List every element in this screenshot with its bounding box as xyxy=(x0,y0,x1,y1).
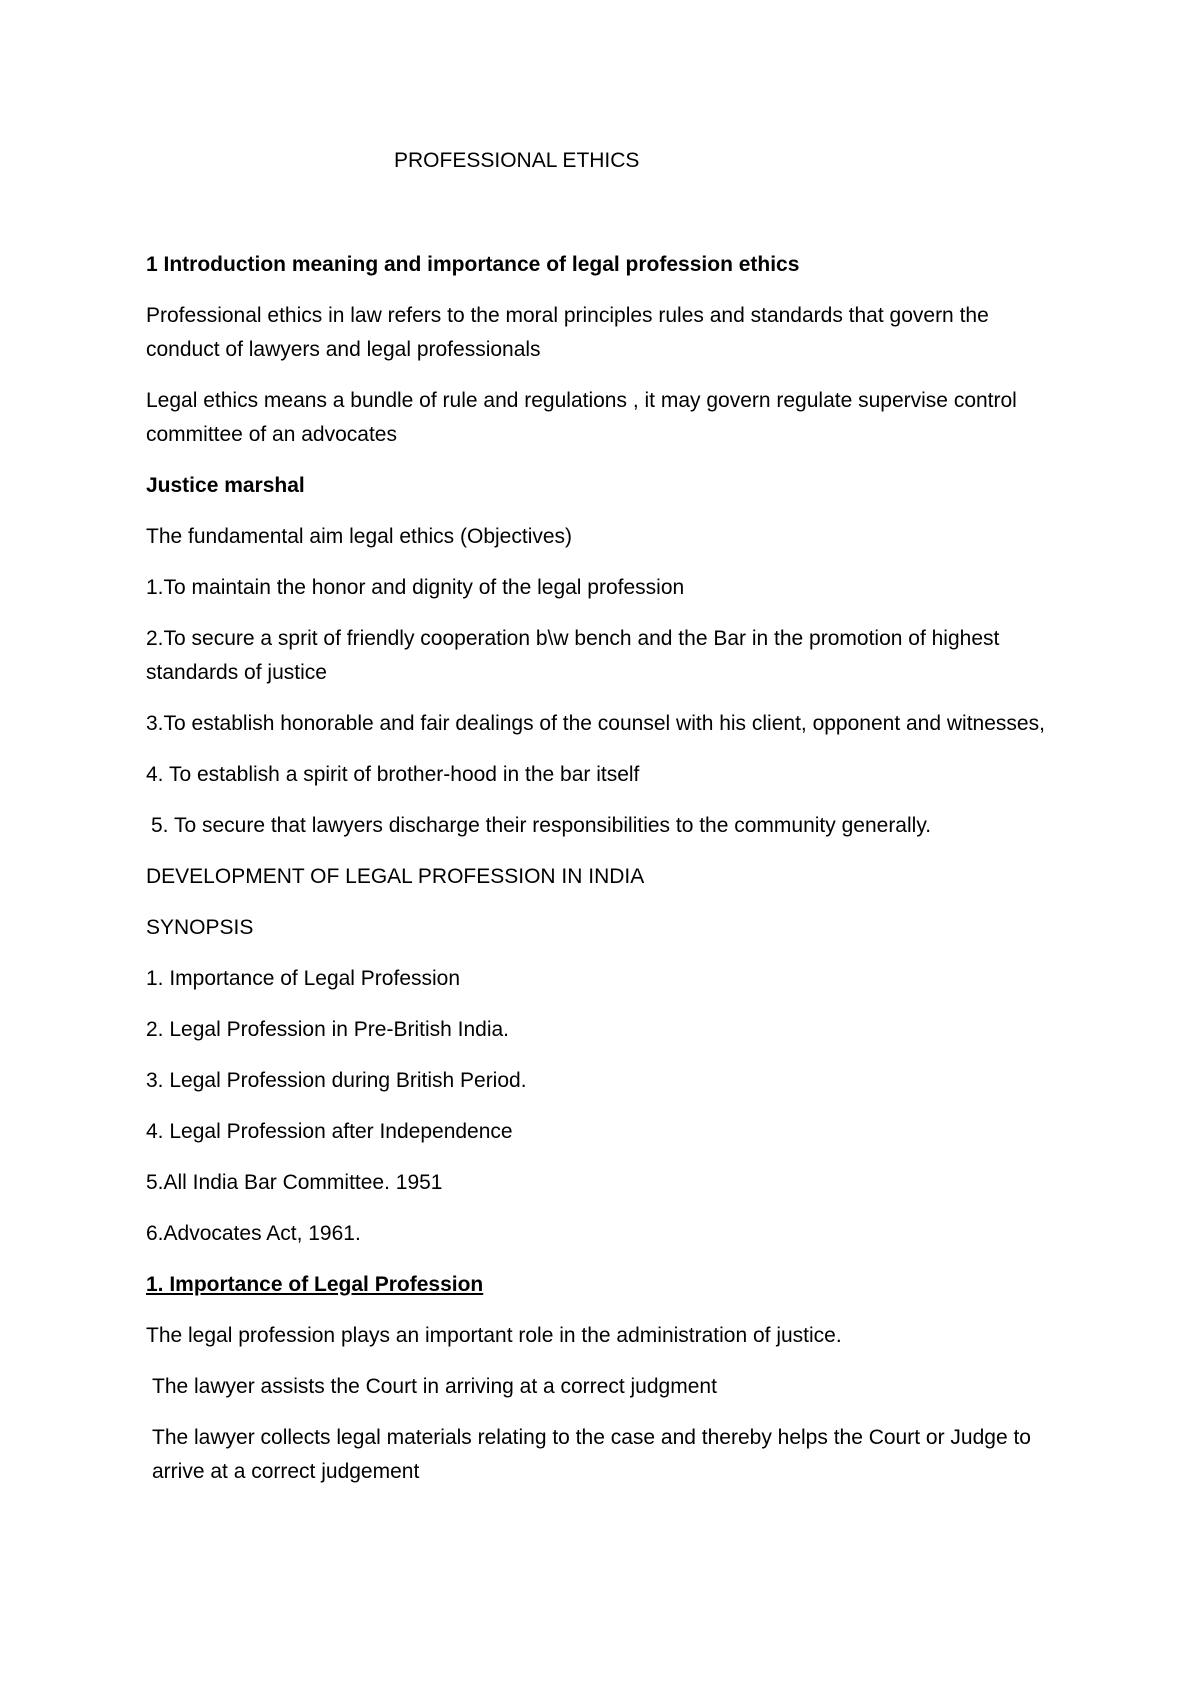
synopsis-item: 4. Legal Profession after Independence xyxy=(146,1120,513,1143)
synopsis-item: 2. Legal Profession in Pre-British India. xyxy=(146,1018,510,1041)
definition-paragraph-1: Professional ethics in law refers to the moral principles rules and standards that govern the conduct of lawyers and legal professionals xyxy=(146,304,989,361)
document-body xyxy=(146,248,1066,1506)
development-heading: DEVELOPMENT OF LEGAL PROFESSION IN INDIA xyxy=(146,865,645,888)
section-1-heading-text: 1. Importance of Legal Profession xyxy=(146,1273,484,1296)
objective-item: 4. To establish a spirit of brother-hood in the bar itself xyxy=(146,763,640,786)
section-1-paragraph: The legal profession plays an important role in the administration of justice. xyxy=(146,1324,842,1347)
section-1-paragraph: The lawyer assists the Court in arriving at a correct judgment xyxy=(152,1375,717,1398)
document-title: PROFESSIONAL ETHICS xyxy=(394,149,640,172)
objective-item: 1.To maintain the honor and dignity of the legal profession xyxy=(146,576,685,599)
definition-paragraph-2: Legal ethics means a bundle of rule and regulations , it may govern regulate supervise control committee of an advocates xyxy=(146,389,1017,446)
objective-item: 3.To establish honorable and fair dealings of the counsel with his client, opponent and witnesses, xyxy=(146,712,1045,735)
objective-item: 5. To secure that lawyers discharge their responsibilities to the community generally. xyxy=(151,814,932,837)
objectives-intro: The fundamental aim legal ethics (Objectives) xyxy=(146,525,573,548)
justice-marshal-heading: Justice marshal xyxy=(146,474,305,497)
intro-heading: 1 Introduction meaning and importance of legal profession ethics xyxy=(146,253,800,276)
synopsis-label: SYNOPSIS xyxy=(146,916,254,939)
synopsis-item: 6.Advocates Act, 1961. xyxy=(146,1222,361,1245)
section-1-heading xyxy=(146,1268,1066,1302)
synopsis-item: 5.All India Bar Committee. 1951 xyxy=(146,1171,443,1194)
objective-item: 2.To secure a sprit of friendly cooperation b\w bench and the Bar in the promotion of highest standards of justice xyxy=(146,627,1000,684)
section-1-paragraph: The lawyer collects legal materials relating to the case and thereby helps the Court or Judge to arrive at a correct judgement xyxy=(152,1426,1031,1483)
synopsis-item: 3. Legal Profession during British Period. xyxy=(146,1069,527,1092)
synopsis-item: 1. Importance of Legal Profession xyxy=(146,967,461,990)
